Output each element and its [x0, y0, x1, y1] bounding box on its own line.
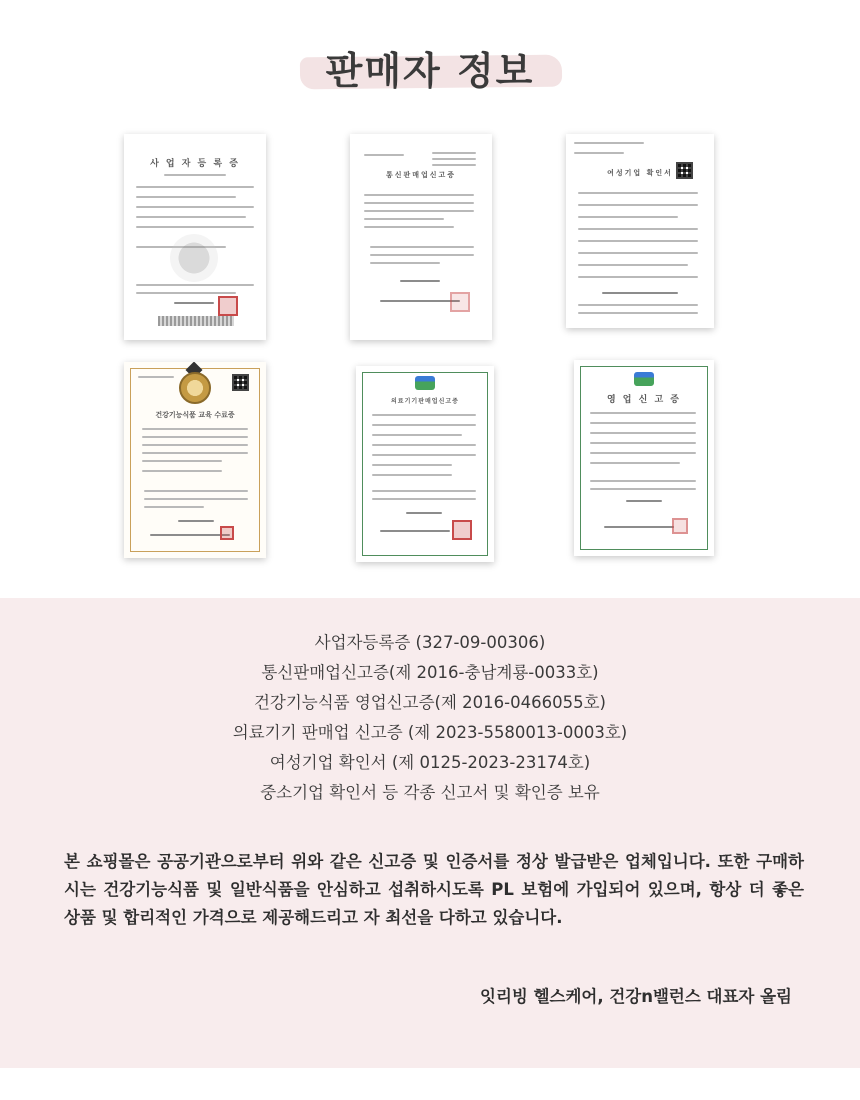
- certificate-title: 여성기업 확인서: [607, 169, 673, 177]
- representative-signature: 잇리빙 헬스케어, 건강n밸런스 대표자 올림: [480, 987, 792, 1006]
- agency-logo-icon: [634, 372, 654, 386]
- certificate-title: 사 업 자 등 록 증: [150, 159, 240, 169]
- list-item: 통신판매업신고증(제 2016-충남계룡-0033호): [261, 663, 599, 682]
- official-stamp-icon: [220, 526, 234, 540]
- official-stamp-icon: [450, 292, 470, 312]
- qr-code-icon: [676, 162, 693, 179]
- certificate-title: 의료기기판매업신고증: [391, 398, 459, 405]
- list-item: 의료기기 판매업 신고증 (제 2023-5580013-0003호): [232, 723, 628, 742]
- agency-logo-icon: [415, 376, 435, 390]
- list-item: 사업자등록증 (327-09-00306): [314, 633, 546, 652]
- watermark-seal-icon: [170, 234, 218, 282]
- list-item: 여성기업 확인서 (제 0125-2023-23174호): [269, 753, 591, 772]
- certificate-title: 영 업 신 고 증: [606, 395, 681, 405]
- mail-order-business-report-certificate-image: [350, 134, 492, 340]
- certificate-title: 통신판매업신고증: [385, 171, 457, 179]
- women-enterprise-confirmation-image: [566, 134, 714, 328]
- trust-statement: 본 쇼핑몰은 공공기관으로부터 위와 같은 신고증 및 인증서를 정상 발급받은 업체입니다. 또한 구매하시는 건강기능식품 및 일반식품을 안심하고 섭취하시도록 PL 보험에 가입되어 있으며, 항상 더 좋은 상품 및 합리적인 가격으로 제공해드리고 자 최선을 다하고 있습니다.: [64, 852, 804, 927]
- list-item: 중소기업 확인서 등 각종 신고서 및 확인증 보유: [260, 783, 600, 802]
- official-stamp-icon: [452, 520, 472, 540]
- qr-code-icon: [232, 374, 249, 391]
- certificate-list: [0, 628, 860, 808]
- official-stamp-icon: [218, 296, 238, 316]
- certificate-title: 건강기능식품 교육 수료증: [155, 411, 235, 419]
- list-item: 건강기능식품 영업신고증(제 2016-0466055호): [253, 693, 606, 712]
- page-title: 판매자 정보: [325, 49, 535, 93]
- official-stamp-icon: [672, 518, 688, 534]
- business-report-certificate-image: [574, 360, 714, 556]
- medical-device-sales-report-certificate-image: [356, 366, 494, 562]
- medal-icon: [179, 372, 211, 404]
- seller-info-panel: [0, 598, 860, 1068]
- seller-info-header: [0, 34, 860, 104]
- business-registration-certificate-image: [124, 134, 266, 340]
- health-food-education-certificate-image: [124, 362, 266, 558]
